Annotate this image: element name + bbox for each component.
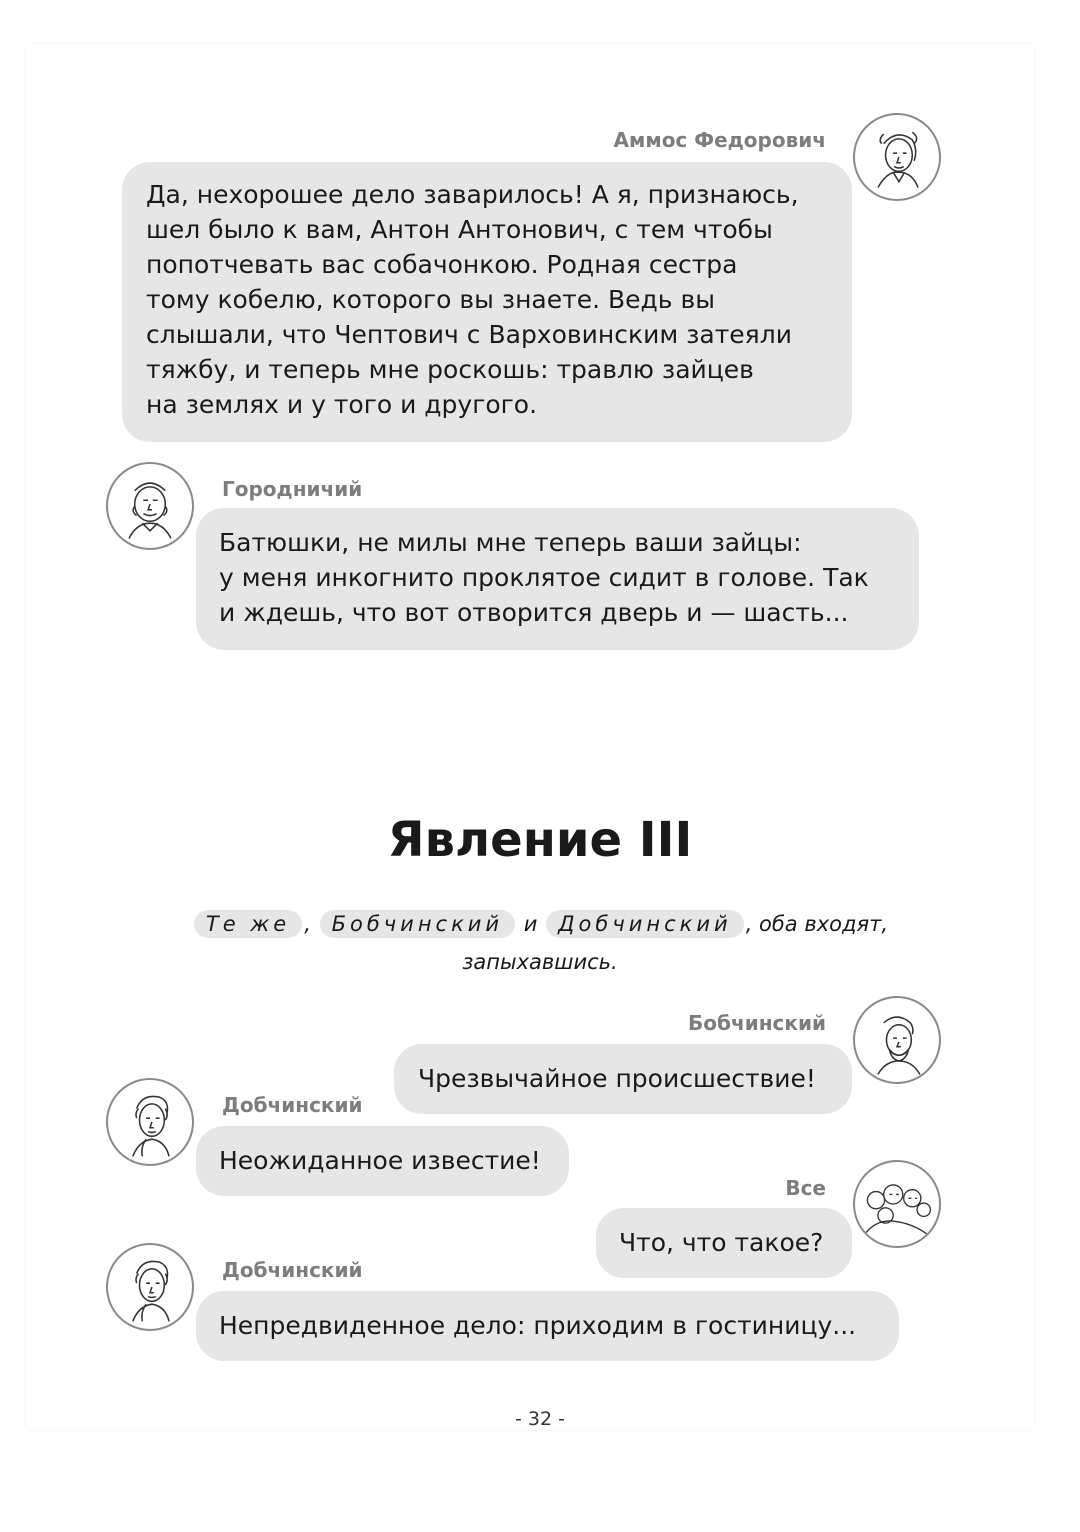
- stage-conjunction: и: [523, 912, 538, 936]
- stage-chip-bobchinsky: Бобчинский: [320, 910, 516, 938]
- stage-direction-line-2: запыхавшись.: [462, 950, 618, 974]
- stage-direction: [0, 910, 1080, 938]
- scene-title: Явление III: [387, 812, 693, 868]
- stage-direction-tail: , оба входят,: [745, 912, 889, 936]
- bubble-all: Что, что такое?: [596, 1208, 852, 1278]
- dobchinsky-portrait-icon: [106, 1078, 194, 1166]
- group-portrait-icon: [853, 1160, 941, 1248]
- speaker-dobchinsky-2: Добчинский: [222, 1258, 363, 1282]
- ammos-fedorovich-portrait-icon: [853, 113, 941, 201]
- speaker-gorodnichiy: Городничий: [222, 477, 363, 501]
- bubble-dobchinsky-2: Непредвиденное дело: приходим в гостиницу...: [196, 1291, 899, 1361]
- speaker-all: Все: [785, 1176, 826, 1200]
- bobchinsky-portrait-icon: [853, 996, 941, 1084]
- bubble-dobchinsky-1: Неожиданное известие!: [196, 1126, 569, 1196]
- stage-chip-dobchinsky: Добчинский: [546, 910, 744, 938]
- speaker-dobchinsky-1: Добчинский: [222, 1093, 363, 1117]
- page-number: - 32 -: [515, 1408, 565, 1430]
- bubble-ammos-fedorovich: Да, нехорошее дело заварилось! А я, признаюсь, шел было к вам, Антон Антонович, с тем чтобы попотчевать вас собачонкою. Родная сестра тому кобелю, которого вы знаете. Ведь вы слышали, что Чептович с Варховинским затеяли тяжбу, и теперь мне роскошь: травлю зайцев на землях и у того и другого.: [122, 162, 852, 442]
- dobchinsky-portrait-icon: [106, 1243, 194, 1331]
- gorodnichiy-portrait-icon: [106, 462, 194, 550]
- stage-separator: ,: [304, 912, 311, 936]
- speaker-ammos-fedorovich: Аммос Федорович: [613, 128, 826, 152]
- bubble-gorodnichiy: Батюшки, не милы мне теперь ваши зайцы: у меня инкогнито проклятое сидит в голове. Так и ждешь, что вот отворится дверь и — шасть...: [196, 508, 919, 650]
- bubble-bobchinsky: Чрезвычайное происшествие!: [394, 1044, 852, 1114]
- speaker-bobchinsky: Бобчинский: [688, 1011, 826, 1035]
- stage-chip-te-zhe: Те же: [194, 910, 302, 938]
